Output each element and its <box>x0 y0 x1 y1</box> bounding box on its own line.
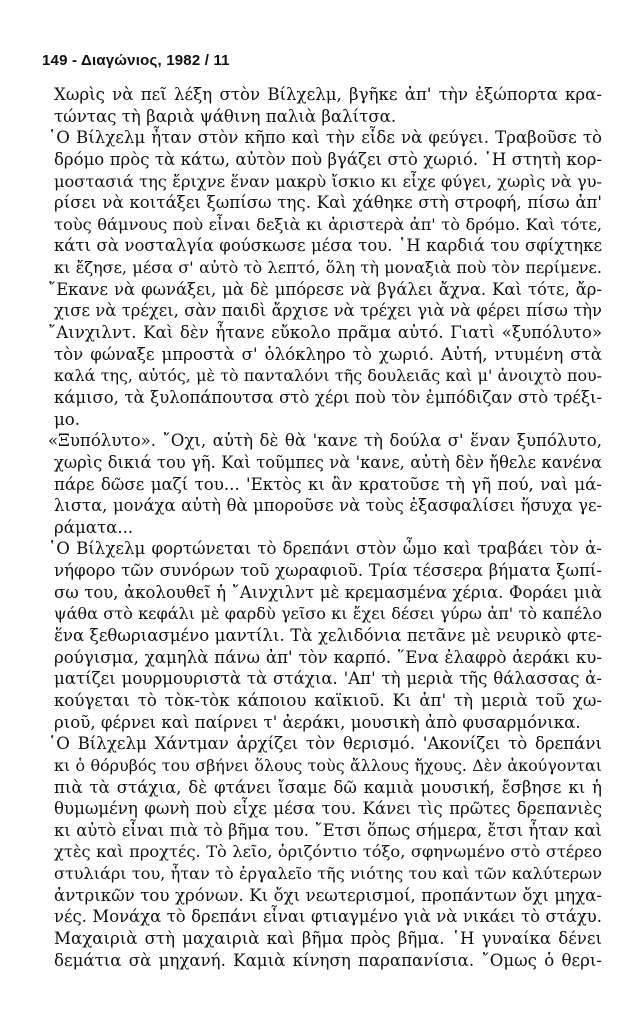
text-line: σω του, ἀκολουθεῖ ἡ ῎Αινχιλντ μὲ κρεμασμένα χέρια. Φοράει μιὰ <box>54 582 602 602</box>
text-line: ῎Αινχιλντ. Καὶ δὲν ἦτανε εὔκολο πρᾶμα αὐτό. Γιατὶ «ξυπόλυτο» <box>48 323 602 343</box>
text-line: τώντας τὴ βαριὰ ψάθινη παλιὰ βαλίτσα. <box>54 106 397 126</box>
text-line: ῎Εκανε νὰ φωνάξει, μὰ δὲ μπόρεσε νὰ βγάλει ἄχνα. Καὶ τότε, ἄρ- <box>48 279 602 299</box>
text-line: κι ἔζησε, μέσα σ' αὐτὸ τὸ λεπτό, ὅλη τὴ μοναξιὰ ποὺ τὸν περίμενε. <box>54 258 602 278</box>
text-line: ριοῦ, φέρνει καὶ παίρνει τ' ἀεράκι, μουσικὴ ἀπὸ φυσαρμόνικα. <box>54 712 581 732</box>
text-line: τοὺς θάμνους ποὺ εἶναι δεξιὰ κι ἀριστερὰ ἀπ' τὸ δρόμο. Καὶ τότε, <box>54 214 602 234</box>
text-line: ῾Ο Βίλχελμ Χάντμαν ἀρχίζει τὸν θερισμό. 'Ακονίζει τὸ δρεπάνι <box>48 734 602 754</box>
text-line: λιστα, μονάχα αὐτὴ θὰ μποροῦσε νὰ τοὺς ἐξασφαλίσει ἥσυχα γε- <box>54 496 602 516</box>
text-line: ἕνα ξεθωριασμένο μαντίλι. Τὰ χελιδόνια πετᾶνε μὲ νευρικὸ φτε- <box>54 626 602 646</box>
text-line: ρίσει νὰ κοιτάξει ξωπίσω της. Καὶ χάθηκε στὴ στροφή, πίσω ἀπ' <box>54 193 602 213</box>
text-line: θυμωμένη φωνὴ ποὺ εἶχε μέσα του. Κάνει τὶς πρῶτες δρεπανιὲς <box>54 799 602 819</box>
text-line: ψάθα στὸ κεφάλι μὲ φαρδὺ γεῖσο κι ἔχει δέσει γύρω ἀπ' τὸ καπέλο <box>54 604 602 624</box>
text-line: χισε νὰ τρέχει, σὰν παιδὶ ἄρχισε νὰ τρέχει γιὰ νὰ φέρει πίσω τὴν <box>54 301 602 321</box>
text-line: χωρὶς δικιά του γῆ. Καὶ τοῦμπες νὰ 'κανε, αὐτὴ δὲν ἤθελε κανένα <box>54 452 602 472</box>
text-line: κι αὐτὸ εἶναι πιὰ τὸ βῆμα του. ῎Ετσι ὅπως σήμερα, ἔτσι ἦταν καὶ <box>54 820 602 840</box>
text-line: ἀντρικῶν του χρόνων. Κι ὄχι νεωτερισμοί, προπάντων ὄχι μηχα- <box>54 885 602 905</box>
text-line: στυλιάρι του, ἦταν τὸ ἐργαλεῖο τῆς νιότης του καὶ τῶν καλύτερων <box>54 864 602 884</box>
text-line: κάτι σὰ νοσταλγία φούσκωσε μέσα του. ῾Η καρδιά του σφίχτηκε <box>54 236 602 256</box>
text-line: Χωρὶς νὰ πεῖ λέξη στὸν Βίλχελμ, βγῆκε ἀπ' τὴν ἐξώπορτα κρα- <box>54 85 602 104</box>
text-line: ματίζει μουρμουριστὰ τὰ στάχια. 'Απ' τὴ μεριὰ τῆς θάλασσας ἀ- <box>54 669 602 689</box>
text-line: κούγεται τὸ τὸκ-τὸκ κάποιου καϊκιοῦ. Κι ἀπ' τὴ μεριὰ τοῦ χω- <box>54 690 602 710</box>
text-line: τὸν φώναξε μπροστὰ σ' ὁλόκληρο τὸ χωριό. Αὐτή, ντυμένη στὰ <box>54 344 602 364</box>
text-line: πάρε δῶσε μαζί του... 'Εκτὸς κι ἂν κρατοῦσε τὴ γῆ πού, ναὶ μά- <box>54 474 602 494</box>
text-line: δεμάτια σὰ μηχανή. Καμιὰ κίνηση παραπανίσια. ῎Ομως ὁ θερι- <box>54 950 602 970</box>
text-line: μο. <box>54 409 81 429</box>
text-line: Μαχαιριὰ στὴ μαχαιριὰ καὶ βῆμα πρὸς βῆμα. ῾Η γυναίκα δένει <box>54 928 602 948</box>
text-line: δρόμο πρὸς τὰ κάτω, αὐτὸν ποὺ βγάζει στὸ χωριό. ῾Η στητὴ κορ- <box>54 149 602 169</box>
text-line: ρούγισμα, χαμηλὰ πάνω ἀπ' τὸν καρπό. ῞Ενα ἐλαφρὸ ἀεράκι κυ- <box>54 647 602 667</box>
text-line: νές. Μονάχα τὸ δρεπάνι εἶναι φτιαγμένο γιὰ νὰ νικάει τὸ στάχυ. <box>54 907 602 927</box>
text-line: πιὰ τὰ στάχια, δὲ φτάνει ἴσαμε δῶ καμιὰ μουσική, ἔσβησε κι ἡ <box>54 777 602 797</box>
text-line: χτὲς καὶ προχτές. Τὸ λεῖο, ὁριζόντιο τόξο, σφηνωμένο στὸ στέρεο <box>54 842 602 862</box>
text-line: ῾Ο Βίλχελμ ἦταν στὸν κῆπο καὶ τὴν εἶδε νὰ φεύγει. Τραβοῦσε τὸ <box>48 128 602 148</box>
text-line: κι ὁ θόρυβός του σβήνει ὅλους τοὺς ἄλλους ἤχους. Δὲν ἀκούγονται <box>54 755 602 775</box>
text-line: «Ξυπόλυτο». ῎Οχι, αὐτὴ δὲ θὰ 'κανε τὴ δούλα σ' ἕναν ξυπόλυτο, <box>48 431 602 451</box>
running-head: 149 - Διαγώνιος, 1982 / 11 <box>42 52 230 69</box>
text-line: ῾Ο Βίλχελμ φορτώνεται τὸ δρεπάνι στὸν ὦμο καὶ τραβάει τὸν ἀ- <box>48 539 602 559</box>
text-line: μοστασιά της ἔριχνε ἕναν μακρὺ ἴσκιο κι εἶχε φύγει, χωρὶς νὰ γυ- <box>54 171 602 191</box>
text-line: καλά της, αὐτός, μὲ τὸ πανταλόνι τῆς δουλειᾶς καὶ μ' ἀνοιχτὸ που- <box>54 366 602 386</box>
body-text <box>48 84 602 971</box>
text-line: κάμισο, τὰ ξυλοπάπουτσα στὸ χέρι ποὺ τὸν ἐμπόδιζαν στὸ τρέξι- <box>54 387 602 407</box>
text-line: νήφορο τῶν συνόρων τοῦ χωραφιοῦ. Τρία τέσσερα βήματα ξωπί- <box>54 561 602 581</box>
text-line: ράματα... <box>54 517 134 537</box>
